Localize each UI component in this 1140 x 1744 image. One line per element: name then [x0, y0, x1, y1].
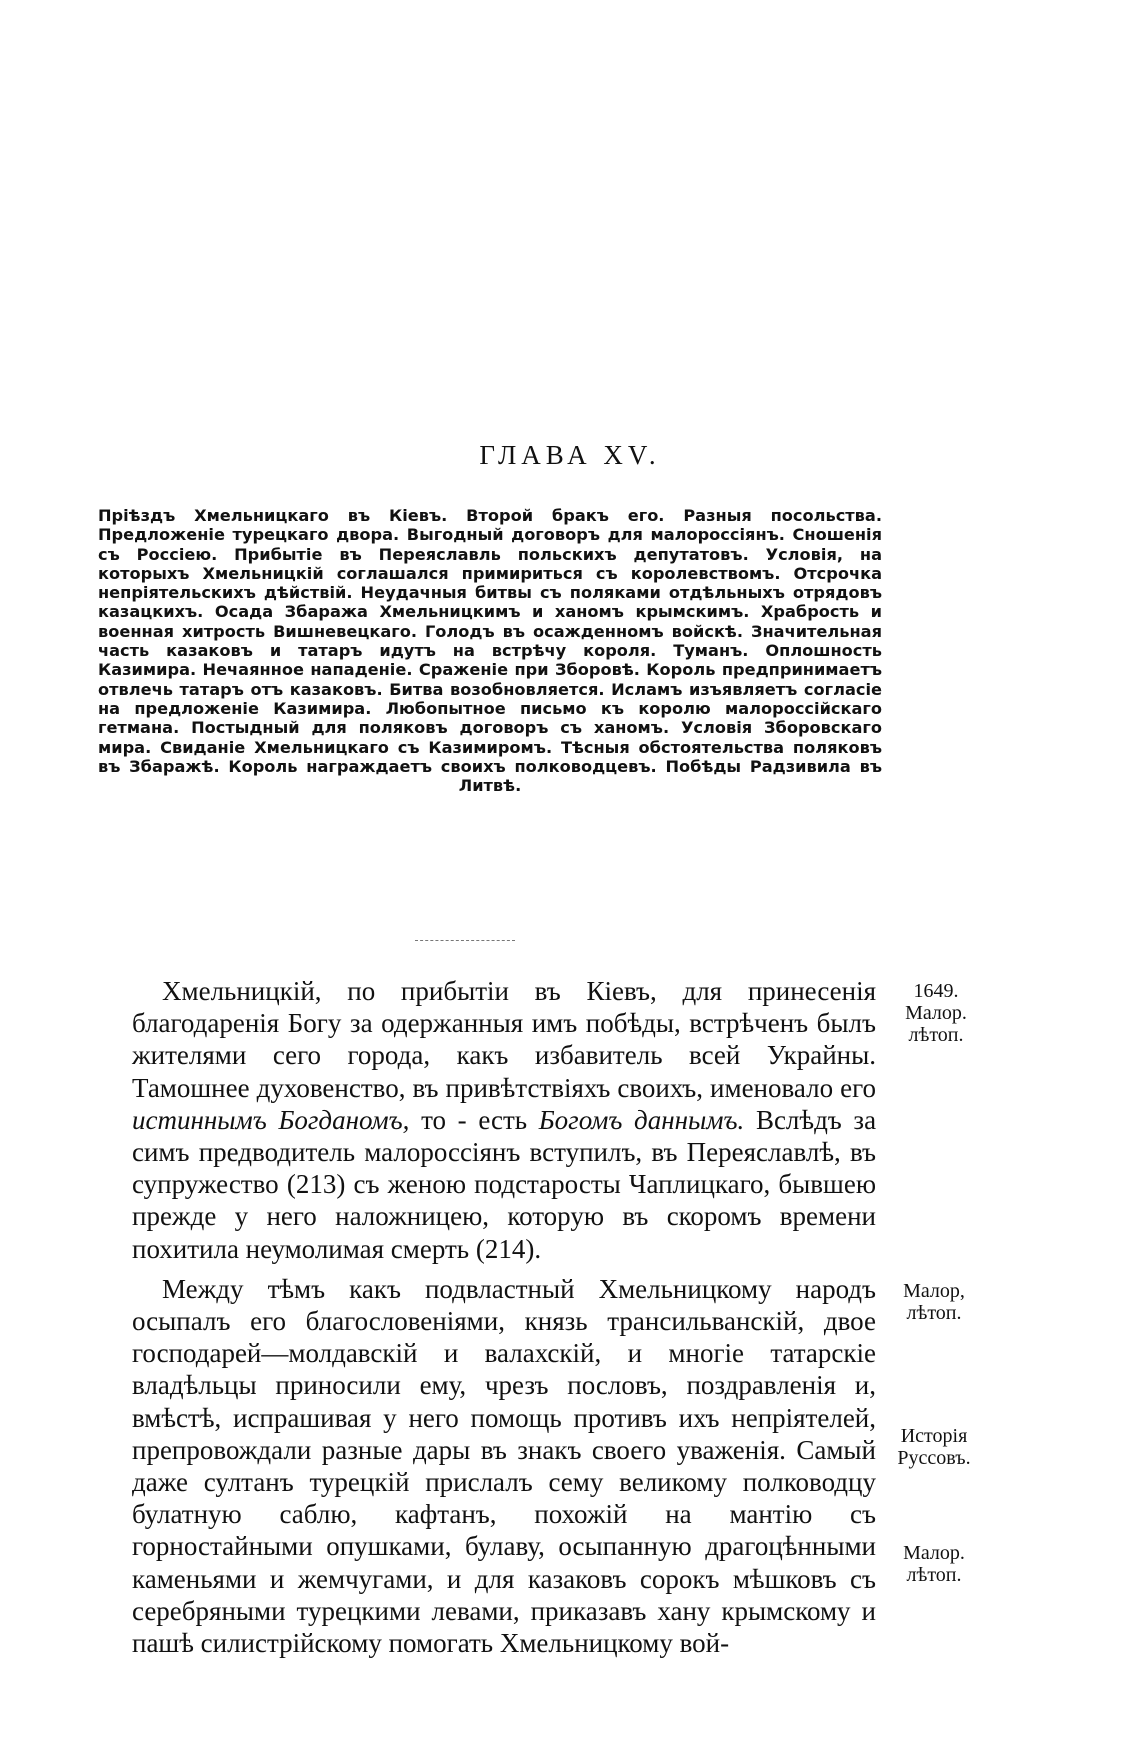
margin-note-4: Малор. лѣтоп.	[903, 1542, 965, 1586]
margin-note-2: Малор, лѣтоп.	[903, 1280, 965, 1324]
margin-note-3: Исторiя Руссовъ.	[897, 1425, 971, 1469]
margin-year: 1649.	[913, 980, 959, 1002]
chapter-summary: Прiѣздъ Хмельницкаго въ Кiевъ. Второй бракъ его. Разныя посольства. Предложенiе турецкаго двора. Выгодный договоръ для малороссiянъ. Сношенiя съ Россiею. Прибытiе въ Переяславль польскихъ депутатовъ. Условiя, на которыхъ Хмельницкiй соглашался примириться съ королевствомъ. Отсрочка непрiятельскихъ дѣйствiй. Неудачныя битвы съ поляками отдѣльныхъ отрядовъ казацкихъ. Осада Збаража Хмельницкимъ и ханомъ крымскимъ. Храбрость и военная хитрость Вишневецкаго. Голодъ въ осажденномъ войскѣ. Значительная часть казаковъ и татаръ идутъ на встрѣчу короля. Туманъ. Оплошность Казимира. Нечаянное нападенiе. Сраженiе при Зборовѣ. Король предпринимаетъ отвлечь татаръ отъ казаковъ. Битва возобновляется. Исламъ изъявляетъ согласiе на предложенiе Казимира. Любопытное письмо къ королю малороссiйскаго гетмана. Постыдный для поляковъ договоръ съ ханомъ. Условiя Зборовскаго мира. Свиданiе Хмельницкаго съ Казимиромъ. Тѣсныя обстоятельства поляковъ въ Збаражѣ. Король награждаетъ своихъ полководцевъ. Побѣды Радзивила въ Литвѣ.	[98, 506, 882, 796]
main-text	[132, 975, 876, 1659]
italic-phrase: истиннымъ Богданомъ,	[132, 1104, 410, 1135]
section-divider	[415, 940, 515, 941]
paragraph-1: Хмельницкiй, по прибытiи въ Кiевъ, для принесенiя благодаренiя Богу за одержанныя имъ побѣды, встрѣченъ былъ жителями сего города, какъ избавитель всей Украйны. Тамошнее духовенство, въ привѣтствiяхъ своихъ, именовало его истиннымъ Богданомъ, то - есть Богомъ даннымъ. Вслѣдъ за симъ предводитель малороссiянъ вступилъ, въ Переяславлѣ, въ супружество (213) съ женою подстаросты Чаплицкаго, бывшею прежде у него наложницею, которую въ скоромъ времени похитила неумолимая смерть (214).	[132, 976, 877, 1264]
paragraph-2: Между тѣмъ какъ подвластный Хмельницкому народъ осыпалъ его благословенiями, князь трансильванскiй, двое господарей—молдавскiй и валахскiй, и многiе татарскiе владѣльцы приносили ему, чрезъ пословъ, поздравленiя и, вмѣстѣ, испрашивая у него помощь противъ ихъ непрiятелей, препровождали разные дары въ знакъ своего уваженiя. Самый даже султанъ турецкiй прислалъ сему великому полководцу булатную саблю, кафтанъ, похожiй на мантiю съ горностайными опушками, булаву, осыпанную драгоцѣнными каменьями и жемчугами, и для казаковъ сорокъ мѣшковъ съ серебряными турецкими левами, приказавъ хану крымскому и пашѣ силистрiйскому помогать Хмельницкому вой-	[132, 1273, 876, 1659]
margin-note-1: 1649. Малор. лѣтоп.	[886, 980, 986, 1046]
chapter-title: ГЛАВА XV.	[479, 440, 661, 470]
italic-phrase: Богомъ даннымъ.	[538, 1104, 745, 1135]
